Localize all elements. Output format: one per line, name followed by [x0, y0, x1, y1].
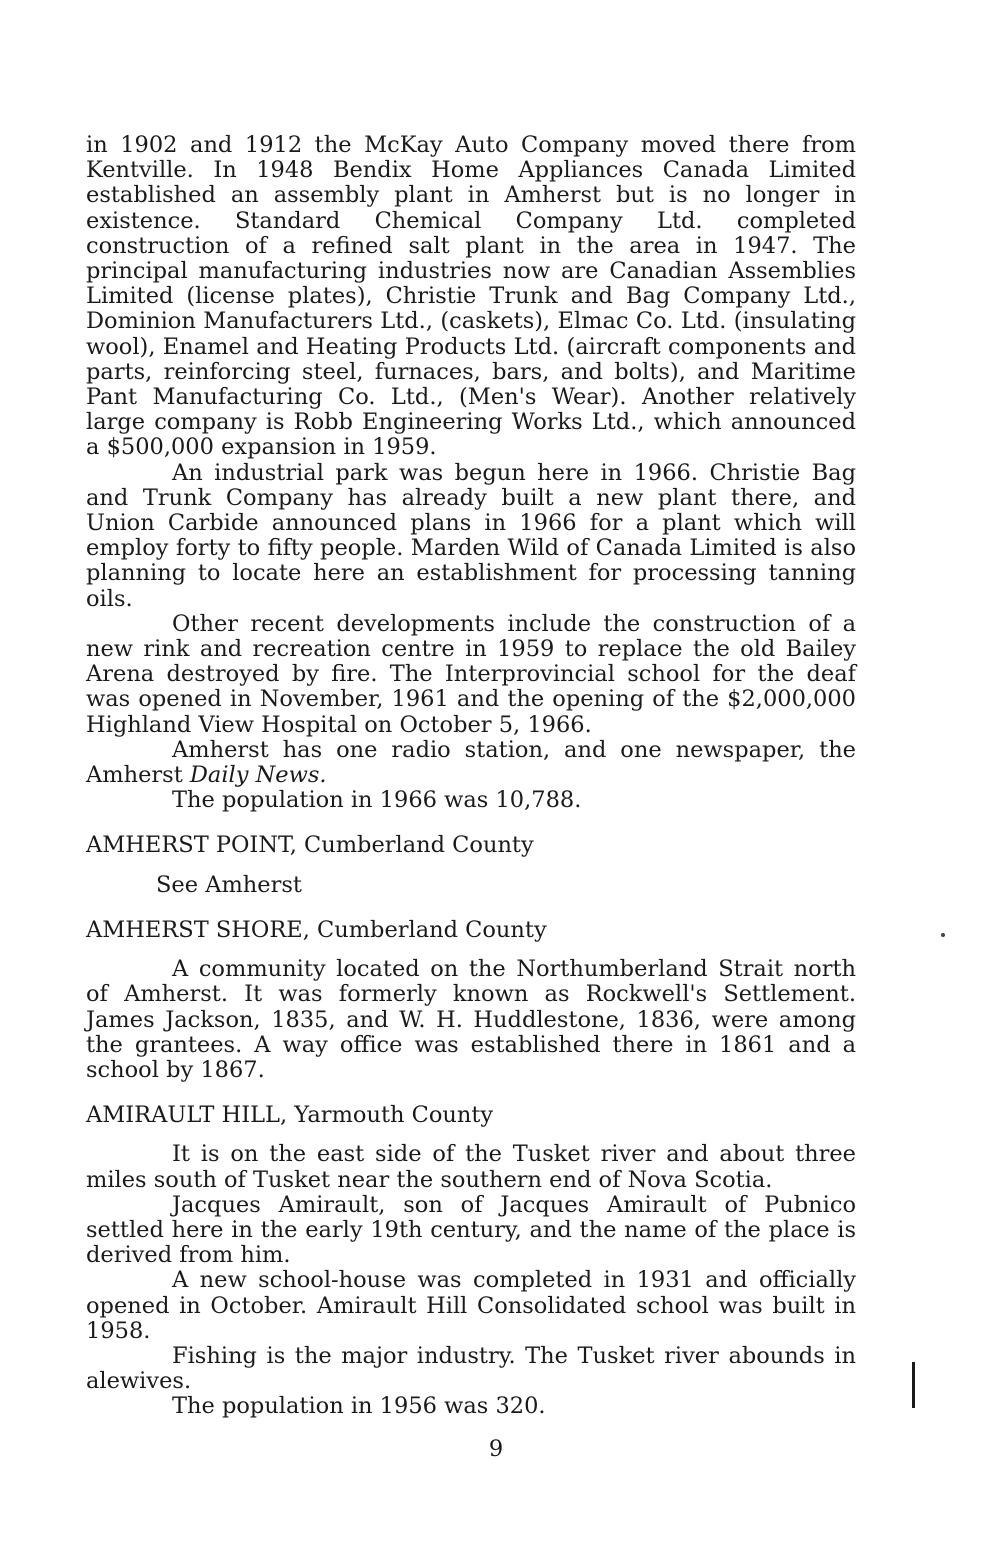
paragraph-recent-developments: Other recent developments include the construction of a new rink and recreation centre in 1959 to replace the old Bailey Arena destroyed by fire. The Interprovincial school for the deaf was opened in November, 1961 and the opening of the $2,000,000 Highland View Hospital on October 5, 1966. [86, 610, 856, 738]
entry-heading-amirault-hill: AMIRAULT HILL, Yarmouth County [86, 1102, 494, 1129]
paragraph-industries: in 1902 and 1912 the McKay Auto Company moved there from Kentville. In 1948 Bendix Home Appliances Canada Limited established an assembly plant in Amherst but is no longer in existence. Standard Chemical Company Ltd. completed construction of a refined salt plant in the area in 1947. The principal manufacturing industries now are Canadian Assemblies Limited (license plates), Christie Trunk and Bag Company Ltd., Dominion Manufacturers Ltd., (caskets), Elmac Co. Ltd. (insulating wool), Enamel and Heating Products Ltd. (aircraft components and parts, reinforcing steel, furnaces, bars, and bolts), and Maritime Pant Manufacturing Co. Ltd., (Men's Wear). Another relatively large company is Robb Engineering Works Ltd., which announced a $500,000 expansion in 1959. [86, 132, 856, 461]
paragraph-amirault-population: The population in 1956 was 320. [172, 1393, 546, 1420]
entry-heading-amherst-shore: AMHERST SHORE, Cumberland County [86, 916, 547, 943]
scan-mark [912, 1362, 915, 1408]
paragraph-industrial-park: An industrial park was begun here in 1966. Christie Bag and Trunk Company has already built a new plant there, and Union Carbide announced plans in 1966 for a plant which will employ forty to fifty people. Marden Wild of Canada Limited is also planning to locate here an establishment for processing tanning oils. [86, 459, 856, 612]
paragraph-population-amherst: The population in 1966 was 10,788. [172, 787, 582, 814]
media-text: Amherst has one radio station, and one newspaper, the Amherst [86, 736, 856, 789]
page-number: 9 [488, 1436, 504, 1462]
entry-heading-amherst-point: AMHERST POINT, Cumberland County [86, 832, 534, 859]
paragraph-amherst-shore: A community located on the Northumberland Strait north of Amherst. It was formerly known as Rockwell's Settlement. James Jackson, 1835, and W. H. Huddlestone, 1836, were among the grantees. A way office was established there in 1861 and a school by 1867. [86, 956, 856, 1083]
page-text-column [86, 133, 856, 1420]
paragraph-amirault-industry: Fishing is the major industry. The Tusket river abounds in alewives. [86, 1342, 856, 1395]
paragraph-media [86, 738, 856, 788]
cross-reference: See Amherst [156, 871, 302, 898]
newspaper-title: Daily News. [189, 762, 327, 789]
paragraph-amirault-school: A new school-house was completed in 1931 and officially opened in October. Amirault Hill Consolidated school was built in 1958. [86, 1267, 856, 1344]
paragraph-amirault-location: It is on the east side of the Tusket river and about three miles south of Tusket near the southern end of Nova Scotia. [86, 1141, 856, 1193]
scan-speck [941, 933, 945, 937]
paragraph-amirault-name: Jacques Amirault, son of Jacques Amirault of Pubnico settled here in the early 19th century, and the name of the place is derived from him. [86, 1191, 856, 1269]
